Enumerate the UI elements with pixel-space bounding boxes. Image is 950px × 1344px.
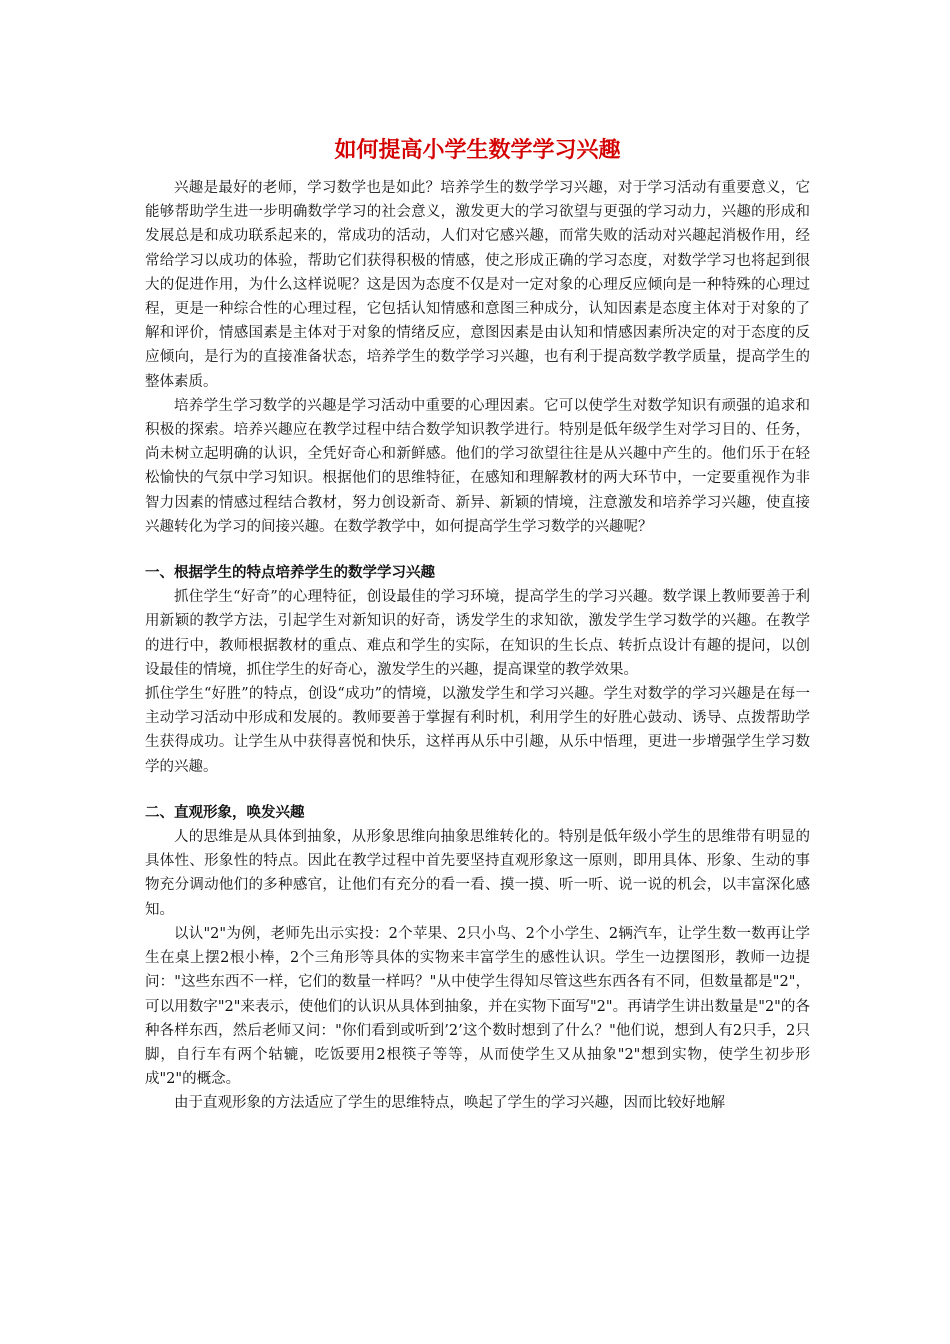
section2-paragraph-1: 人的思维是从具体到抽象，从形象思维向抽象思维转化的。特别是低年级小学生的思维带有明显的具体性、形象性的特点。因此在教学过程中首先要坚持直观形象这一原则，即用具体、形象、生动的事物充分调动他们的多种感官，让他们有充分的看一看、摸一摸、听一听、说一说的机会，以丰富深化感知。 [145,829,810,918]
section2-paragraph-3: 由于直观形象的方法适应了学生的思维特点，唤起了学生的学习兴趣，因而比较好地解 [174,1095,725,1112]
section-heading-1: 一、根据学生的特点培养学生的数学学习兴趣 [145,565,435,582]
document-page [145,136,810,1116]
section-heading-2: 二、直观形象，唤发兴趣 [145,804,305,821]
section1-paragraph-2: 抓住学生“好胜”的特点，创设“成功”的情境，以激发学生和学习兴趣。学生对数学的学习兴趣是在每一主动学习活动中形成和发展的。教师要善于掌握有利时机，利用学生的好胜心鼓动、诱导、点拨帮助学生获得成功。让学生从中获得喜悦和快乐，这样再从乐中引趣，从乐中悟理，更进一步增强学生学习数学的兴趣。 [145,686,810,775]
intro-paragraph-2: 培养学生学习数学的兴趣是学习活动中重要的心理因素。它可以使学生对数学知识有顽强的追求和积极的探索。培养兴趣应在教学过程中结合数学知识教学进行。特别是低年级学生对学习目的、任务，尚未树立起明确的认识，全凭好奇心和新鲜感。他们的学习欲望往往是从兴趣中产生的。他们乐于在轻松愉快的气氛中学习知识。根据他们的思维特征，在感知和理解教材的两大环节中，一定要重视作为非智力因素的情感过程结合教材，努力创设新奇、新异、新颖的情境，注意激发和培养学习兴趣，使直接兴趣转化为学习的间接兴趣。在数学教学中，如何提高学生学习数学的兴趣呢？ [145,397,810,535]
section2-paragraph-2: 以认"2"为例，老师先出示实投：2个苹果、2只小鸟、2个小学生、2辆汽车，让学生数一数再让学生在桌上摆2根小棒，2个三角形等具体的实物来丰富学生的感性认识。学生一边摆图形，教师一边提问："这些东西不一样，它们的数量一样吗？"从中使学生得知尽管这些东西各有不同，但数量都是"2"，可以用数字"2"来表示，使他们的认识从具体到抽象，并在实物下面写"2"。再请学生讲出数量是"2"的各种各样东西，然后老师又问："你们看到或听到’2’这个数时想到了什么？"他们说，想到人有2只手，2只脚，自行车有两个轱辘，吃饭要用2根筷子等等，从而使学生又从抽象"2"想到实物，使学生初步形成"2"的概念。 [145,925,810,1088]
intro-paragraph-1: 兴趣是最好的老师，学习数学也是如此？培养学生的数学学习兴趣，对于学习活动有重要意义，它能够帮助学生进一步明确数学学习的社会意义，激发更大的学习欲望与更强的学习动力，兴趣的形成和发展总是和成功联系起来的，常成功的活动，人们对它感兴趣，而常失败的活动对兴趣起消极作用，经常给学习以成功的体验，帮助它们获得积极的情感，使之形成正确的学习态度，对数学学习也将起到很大的促进作用，为什么这样说呢？这是因为态度不仅是对一定对象的心理反应倾向是一种特殊的心理过程，更是一种综合性的心理过程，它包括认知情感和意图三种成分，认知因素是态度主体对于对象的了解和评价，情感国素是主体对于对象的情绪反应，意图因素是由认知和情感因素所决定的对于态度的反应倾向，是行为的直接准备状态，培养学生的数学学习兴趣，也有利于提高数学教学质量，提高学生的整体素质。 [145,180,810,390]
document-title: 如何提高小学生数学学习兴趣 [334,138,621,163]
section1-paragraph-1: 抓住学生“好奇”的心理特征，创设最佳的学习环境，提高学生的学习兴趣。数学课上教师要善于利用新颖的教学方法，引起学生对新知识的好奇，诱发学生的求知欲，激发学生学习数学的兴趣。在教学的进行中，教师根据教材的重点、难点和学生的实际，在知识的生长点、转折点设计有趣的提问，以创设最佳的情境，抓住学生的好奇心，激发学生的兴趣，提高课堂的教学效果。 [145,589,810,678]
